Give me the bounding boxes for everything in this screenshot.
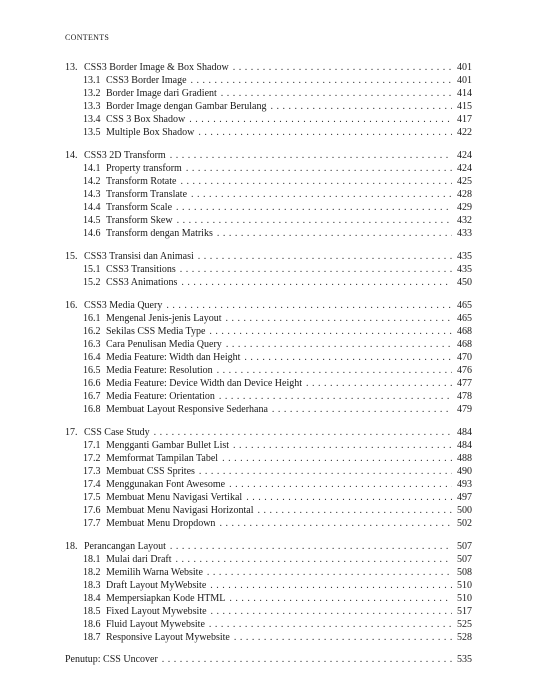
table-of-contents <box>65 61 472 667</box>
chapter-group <box>65 149 472 240</box>
chapter-title: Perancangan Layout <box>84 540 166 552</box>
section-page-number: 478 <box>457 390 472 402</box>
section-number: 13.4 <box>83 114 101 126</box>
chapter-number: 13. <box>65 62 78 73</box>
section-page-number: 510 <box>457 592 472 604</box>
chapter-page-number: 424 <box>457 149 472 161</box>
section-page-number: 488 <box>457 452 472 464</box>
section-entry[interactable] <box>65 263 472 276</box>
section-title: Transform Translate <box>106 189 188 201</box>
section-page-number: 493 <box>457 478 472 490</box>
section-title: Responsive Layout Mywebsite <box>106 631 230 643</box>
dot-leader <box>306 377 452 390</box>
section-page-number: 508 <box>457 566 472 578</box>
section-entry[interactable] <box>65 214 472 227</box>
dot-leader <box>271 100 453 113</box>
dot-leader <box>176 201 452 214</box>
dot-leader <box>217 227 452 240</box>
chapter-entry[interactable] <box>65 653 472 666</box>
section-entry[interactable] <box>65 351 472 364</box>
section-page-number: 502 <box>457 517 472 529</box>
section-entry[interactable] <box>65 592 472 605</box>
section-number: 17.6 <box>83 504 101 516</box>
chapter-group <box>65 250 472 289</box>
section-title: Transform dengan Matriks <box>106 228 213 240</box>
section-number: 16.3 <box>83 338 101 350</box>
dot-leader <box>257 504 452 517</box>
section-number: 16.1 <box>83 312 101 324</box>
dot-leader <box>233 439 452 452</box>
section-number: 16.8 <box>83 403 101 415</box>
chapter-number: 14. <box>65 149 78 161</box>
section-page-number: 465 <box>457 312 472 324</box>
chapter-page-number: 435 <box>457 250 472 262</box>
dot-leader <box>229 592 452 605</box>
section-number: 17.4 <box>83 478 101 490</box>
chapter-title: Penutup: CSS Uncover <box>65 654 158 666</box>
section-number: 14.5 <box>83 215 101 227</box>
dot-leader <box>198 126 452 139</box>
section-title: CSS3 Transitions <box>106 263 176 275</box>
section-page-number: 484 <box>457 439 472 451</box>
chapter-title: CSS3 2D Transform <box>84 149 166 161</box>
section-number: 14.3 <box>83 189 101 201</box>
dot-leader <box>246 491 452 504</box>
chapter-page-number: 535 <box>457 654 472 666</box>
dot-leader <box>189 113 452 126</box>
section-entry[interactable] <box>65 491 472 504</box>
section-page-number: 468 <box>457 338 472 350</box>
chapter-entry[interactable] <box>65 61 472 74</box>
chapter-group <box>65 61 472 139</box>
section-entry[interactable] <box>65 312 472 325</box>
section-title: Membuat Menu Navigasi Horizontal <box>106 504 254 516</box>
section-page-number: 490 <box>457 465 472 477</box>
dot-leader <box>210 579 452 592</box>
dot-leader <box>180 263 452 276</box>
chapter-page-number: 507 <box>457 540 472 552</box>
section-title: Membuat CSS Sprites <box>106 465 195 477</box>
section-title: Border Image dari Gradient <box>106 88 217 100</box>
section-number: 18.3 <box>83 579 101 591</box>
chapter-title: CSS3 Border Image & Box Shadow <box>84 62 229 73</box>
section-page-number: 500 <box>457 504 472 516</box>
section-page-number: 415 <box>457 101 472 113</box>
dot-leader <box>199 465 452 478</box>
dot-leader <box>221 87 452 100</box>
chapter-entry[interactable] <box>65 426 472 439</box>
section-page-number: 507 <box>457 553 472 565</box>
section-page-number: 414 <box>457 88 472 100</box>
section-entry[interactable] <box>65 553 472 566</box>
section-number: 14.6 <box>83 228 101 240</box>
section-page-number: 450 <box>457 276 472 288</box>
section-page-number: 424 <box>457 162 472 174</box>
chapter-number: 15. <box>65 250 78 262</box>
section-entry[interactable] <box>65 325 472 338</box>
dot-leader <box>209 325 452 338</box>
section-entry[interactable] <box>65 188 472 201</box>
chapter-group <box>65 426 472 530</box>
section-number: 18.6 <box>83 618 101 630</box>
chapter-entry[interactable] <box>65 149 472 162</box>
section-title: Mengenal Jenis-jenis Layout <box>106 312 222 324</box>
dot-leader <box>211 605 452 618</box>
dot-leader <box>180 175 452 188</box>
section-number: 13.2 <box>83 88 101 100</box>
section-title: Property transform <box>106 162 182 174</box>
dot-leader <box>217 364 452 377</box>
section-number: 13.3 <box>83 101 101 113</box>
section-entry[interactable] <box>65 478 472 491</box>
section-page-number: 428 <box>457 189 472 201</box>
section-entry[interactable] <box>65 227 472 240</box>
section-entry[interactable] <box>65 175 472 188</box>
section-title: Border Image dengan Gambar Berulang <box>106 101 267 113</box>
section-title: CSS3 Border Image <box>106 75 187 87</box>
section-number: 17.2 <box>83 452 101 464</box>
dot-leader <box>198 250 452 263</box>
chapter-title: CSS3 Transisi dan Animasi <box>84 250 194 262</box>
dot-leader <box>222 452 452 465</box>
section-title: Draft Layout MyWebsite <box>106 579 207 591</box>
section-page-number: 497 <box>457 491 472 503</box>
section-number: 17.1 <box>83 439 101 451</box>
section-number: 16.7 <box>83 390 101 402</box>
section-entry[interactable] <box>65 100 472 113</box>
section-entry[interactable] <box>65 465 472 478</box>
chapter-entry[interactable] <box>65 299 472 312</box>
section-page-number: 517 <box>457 605 472 617</box>
dot-leader <box>219 517 452 530</box>
chapter-page-number: 484 <box>457 426 472 438</box>
section-entry[interactable] <box>65 517 472 530</box>
section-page-number: 425 <box>457 175 472 187</box>
section-number: 16.6 <box>83 377 101 389</box>
section-title: Transform Rotate <box>106 175 177 187</box>
section-entry[interactable] <box>65 390 472 403</box>
dot-leader <box>186 162 452 175</box>
section-entry[interactable] <box>65 566 472 579</box>
section-number: 13.5 <box>83 127 101 139</box>
section-title: Memformat Tampilan Tabel <box>106 452 219 464</box>
section-title: Membuat Layout Responsive Sederhana <box>106 403 268 415</box>
section-title: Multiple Box Shadow <box>106 127 195 139</box>
section-entry[interactable] <box>65 605 472 618</box>
section-number: 16.5 <box>83 364 101 376</box>
section-page-number: 429 <box>457 202 472 214</box>
section-title: Menggunakan Font Awesome <box>106 478 226 490</box>
dot-leader <box>191 188 452 201</box>
section-number: 14.4 <box>83 202 101 214</box>
section-entry[interactable] <box>65 201 472 214</box>
dot-leader <box>226 338 452 351</box>
section-entry[interactable] <box>65 87 472 100</box>
section-number: 14.1 <box>83 162 101 174</box>
section-page-number: 470 <box>457 351 472 363</box>
section-page-number: 417 <box>457 114 472 126</box>
section-entry[interactable] <box>65 74 472 87</box>
section-entry[interactable] <box>65 338 472 351</box>
dot-leader <box>191 74 452 87</box>
dot-leader <box>176 553 452 566</box>
section-title: Membuat Menu Dropdown <box>106 517 216 529</box>
chapter-title: CSS3 Media Query <box>84 299 163 311</box>
section-page-number: 401 <box>457 75 472 87</box>
section-title: Mengganti Gambar Bullet List <box>106 439 230 451</box>
section-entry[interactable] <box>65 364 472 377</box>
section-title: Transform Skew <box>106 215 173 227</box>
section-title: Mulai dari Draft <box>106 553 172 565</box>
chapter-group <box>65 540 472 644</box>
section-number: 15.2 <box>83 276 101 288</box>
section-entry[interactable] <box>65 618 472 631</box>
dot-leader <box>166 299 452 312</box>
section-title: Media Feature: Width dan Height <box>106 351 241 363</box>
section-title: Fluid Layout Mywebsite <box>106 618 205 630</box>
section-title: Sekilas CSS Media Type <box>106 325 206 337</box>
section-title: Transform Scale <box>106 202 173 214</box>
section-entry[interactable] <box>65 631 472 644</box>
chapter-number: 17. <box>65 426 78 438</box>
section-number: 18.5 <box>83 605 101 617</box>
section-entry[interactable] <box>65 452 472 465</box>
section-entry[interactable] <box>65 276 472 289</box>
running-head: CONTENTS <box>65 33 110 42</box>
section-entry[interactable] <box>65 504 472 517</box>
dot-leader <box>177 214 452 227</box>
chapter-number: 16. <box>65 299 78 311</box>
section-title: Media Feature: Device Width dan Device Height <box>106 377 303 389</box>
section-title: Media Feature: Resolution <box>106 364 213 376</box>
dot-leader <box>234 631 452 644</box>
section-page-number: 432 <box>457 215 472 227</box>
section-number: 17.5 <box>83 491 101 503</box>
section-entry[interactable] <box>65 403 472 416</box>
section-page-number: 433 <box>457 228 472 240</box>
section-entry[interactable] <box>65 579 472 592</box>
chapter-title: CSS Case Study <box>84 426 150 438</box>
chapter-entry[interactable] <box>65 250 472 263</box>
section-number: 17.3 <box>83 465 101 477</box>
chapter-page-number: 401 <box>457 62 472 73</box>
dot-leader <box>209 618 452 631</box>
dot-leader <box>162 653 452 666</box>
section-page-number: 422 <box>457 127 472 139</box>
dot-leader <box>272 403 452 416</box>
dot-leader <box>229 478 452 491</box>
chapter-entry[interactable] <box>65 540 472 553</box>
section-page-number: 435 <box>457 263 472 275</box>
section-page-number: 479 <box>457 403 472 415</box>
section-number: 18.4 <box>83 592 101 604</box>
section-page-number: 525 <box>457 618 472 630</box>
section-number: 15.1 <box>83 263 101 275</box>
chapter-group <box>65 653 472 666</box>
section-number: 14.2 <box>83 175 101 187</box>
section-number: 18.7 <box>83 631 101 643</box>
dot-leader <box>207 566 452 579</box>
section-page-number: 528 <box>457 631 472 643</box>
section-title: Fixed Layout Mywebsite <box>106 605 207 617</box>
dot-leader <box>219 390 452 403</box>
section-entry[interactable] <box>65 439 472 452</box>
dot-leader <box>154 426 452 439</box>
section-title: CSS3 Animations <box>106 276 178 288</box>
section-title: Cara Penulisan Media Query <box>106 338 222 350</box>
dot-leader <box>170 149 452 162</box>
section-page-number: 476 <box>457 364 472 376</box>
section-title: Mempersiapkan Kode HTML <box>106 592 226 604</box>
section-number: 16.4 <box>83 351 101 363</box>
section-number: 16.2 <box>83 325 101 337</box>
section-title: Membuat Menu Navigasi Vertikal <box>106 491 243 503</box>
section-title: CSS 3 Box Shadow <box>106 114 186 126</box>
section-page-number: 468 <box>457 325 472 337</box>
section-page-number: 477 <box>457 377 472 389</box>
section-number: 18.1 <box>83 553 101 565</box>
dot-leader <box>244 351 452 364</box>
section-entry[interactable] <box>65 113 472 126</box>
chapter-number: 18. <box>65 540 78 552</box>
section-page-number: 510 <box>457 579 472 591</box>
section-entry[interactable] <box>65 126 472 139</box>
section-title: Media Feature: Orientation <box>106 390 215 402</box>
section-entry[interactable] <box>65 162 472 175</box>
section-number: 18.2 <box>83 566 101 578</box>
dot-leader <box>170 540 452 553</box>
section-number: 13.1 <box>83 75 101 87</box>
dot-leader <box>233 61 452 74</box>
section-entry[interactable] <box>65 377 472 390</box>
chapter-page-number: 465 <box>457 299 472 311</box>
chapter-group <box>65 299 472 416</box>
dot-leader <box>226 312 452 325</box>
section-number: 17.7 <box>83 517 101 529</box>
section-title: Memilih Warna Website <box>106 566 203 578</box>
dot-leader <box>181 276 452 289</box>
